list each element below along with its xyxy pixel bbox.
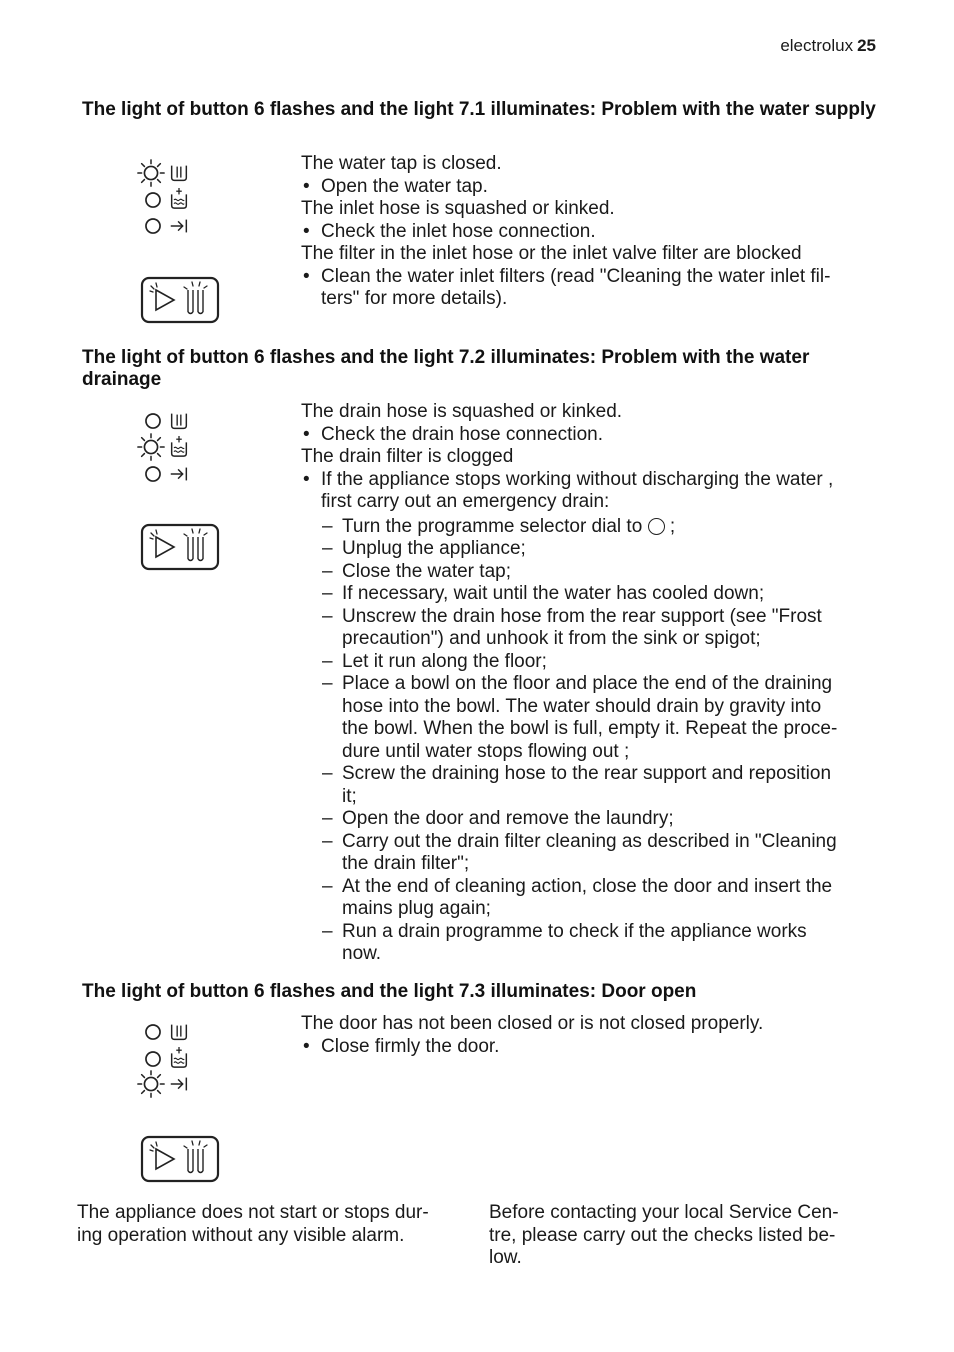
step-item-continued: dure until water stops flowing out ; <box>342 740 630 762</box>
step-item: – At the end of cleaning action, close the door and insert the <box>301 876 876 899</box>
step-item <box>301 516 876 539</box>
remedy-item-continued: first carry out an emergency drain: <box>321 491 610 512</box>
indicator-panel-water-supply <box>136 158 192 241</box>
section-heading-water-drainage: The light of button 6 flashes and the light 7.2 illuminates: Problem with the water drainage <box>82 347 810 390</box>
step-item-continued: mains plug again; <box>342 898 491 919</box>
indicator-lights-icon <box>136 406 192 486</box>
indicator-panel-door-open <box>136 1017 192 1104</box>
step-item: – Carry out the drain filter cleaning as described in "Cleaning <box>301 831 876 854</box>
step-item: – If necessary, wait until the water has cooled down; <box>301 583 876 606</box>
off-position-icon <box>648 518 665 535</box>
cause-text: The water tap is closed. <box>301 153 502 174</box>
remedy-item: • Clean the water inlet filters (read "Cleaning the water inlet fil- <box>301 266 876 289</box>
remedy-item: • Check the inlet hose connection. <box>301 221 876 244</box>
remedy-item: • Check the drain hose connection. <box>301 424 876 447</box>
section-body-water-drainage <box>301 401 876 966</box>
note-line: tre, please carry out the checks listed be- <box>489 1224 836 1246</box>
step-item: – Unscrew the drain hose from the rear support (see "Frost <box>301 606 876 629</box>
step-item: – Place a bowl on the floor and place the end of the draining <box>301 673 876 696</box>
cause-text: The filter in the inlet hose or the inlet valve filter are blocked <box>301 243 802 264</box>
cause-text: The drain filter is clogged <box>301 446 514 467</box>
intro-line: The appliance does not start or stops dur- <box>77 1202 429 1223</box>
step-item: – Close the water tap; <box>301 561 876 584</box>
step-item: – Let it run along the floor; <box>301 651 876 674</box>
step-item: – Open the door and remove the laundry; <box>301 808 876 831</box>
section-body-water-supply <box>301 153 876 311</box>
step-item-continued: the drain filter"; <box>342 853 470 874</box>
step-text-end: ; <box>669 515 676 537</box>
remedy-item-continued: ters" for more details). <box>321 288 508 309</box>
indicator-lights-icon <box>136 158 192 236</box>
service-centre-note <box>489 1202 879 1270</box>
section-heading-water-supply: The light of button 6 flashes and the light 7.1 illuminates: Problem with the water supply <box>82 99 876 120</box>
remedy-item: • If the appliance stops working without discharging the water , <box>301 469 876 492</box>
brand-name: electrolux <box>780 36 854 55</box>
section-heading-door-open: The light of button 6 flashes and the light 7.3 illuminates: Door open <box>82 981 697 1002</box>
note-line: low. <box>489 1247 522 1268</box>
step-item-continued: now. <box>342 943 382 964</box>
indicator-panel-water-drainage <box>136 406 192 491</box>
cause-text: The drain hose is squashed or kinked. <box>301 401 623 422</box>
remedy-item: • Close firmly the door. <box>301 1036 876 1059</box>
indicator-lights-icon <box>136 1017 192 1099</box>
cause-text: The door has not been closed or is not closed properly. <box>301 1013 764 1034</box>
page-number: 25 <box>857 36 876 55</box>
step-item: – Unplug the appliance; <box>301 538 876 561</box>
step-item-continued: it; <box>342 785 357 807</box>
cause-text: The inlet hose is squashed or kinked. <box>301 198 615 219</box>
start-pause-button-icon <box>140 1135 222 1190</box>
intro-line: ing operation without any visible alarm. <box>77 1224 405 1246</box>
remedy-item: • Open the water tap. <box>301 176 876 199</box>
section-body-door-open <box>301 1013 876 1058</box>
step-item-continued: precaution") and unhook it from the sink or spigot; <box>342 628 761 649</box>
step-item-continued: hose into the bowl. The water should drain by gravity into <box>342 695 822 717</box>
start-pause-button-icon <box>140 523 222 578</box>
start-pause-button-icon <box>140 276 222 331</box>
step-text: Turn the programme selector dial to <box>342 515 643 537</box>
step-item: – Screw the draining hose to the rear support and reposition <box>301 763 876 786</box>
step-item: – Run a drain programme to check if the appliance works <box>301 921 876 944</box>
note-line: Before contacting your local Service Cen- <box>489 1202 839 1223</box>
no-alarm-intro <box>77 1202 467 1247</box>
step-item-continued: the bowl. When the bowl is full, empty it. Repeat the proce- <box>342 718 838 739</box>
page-header <box>780 36 876 56</box>
